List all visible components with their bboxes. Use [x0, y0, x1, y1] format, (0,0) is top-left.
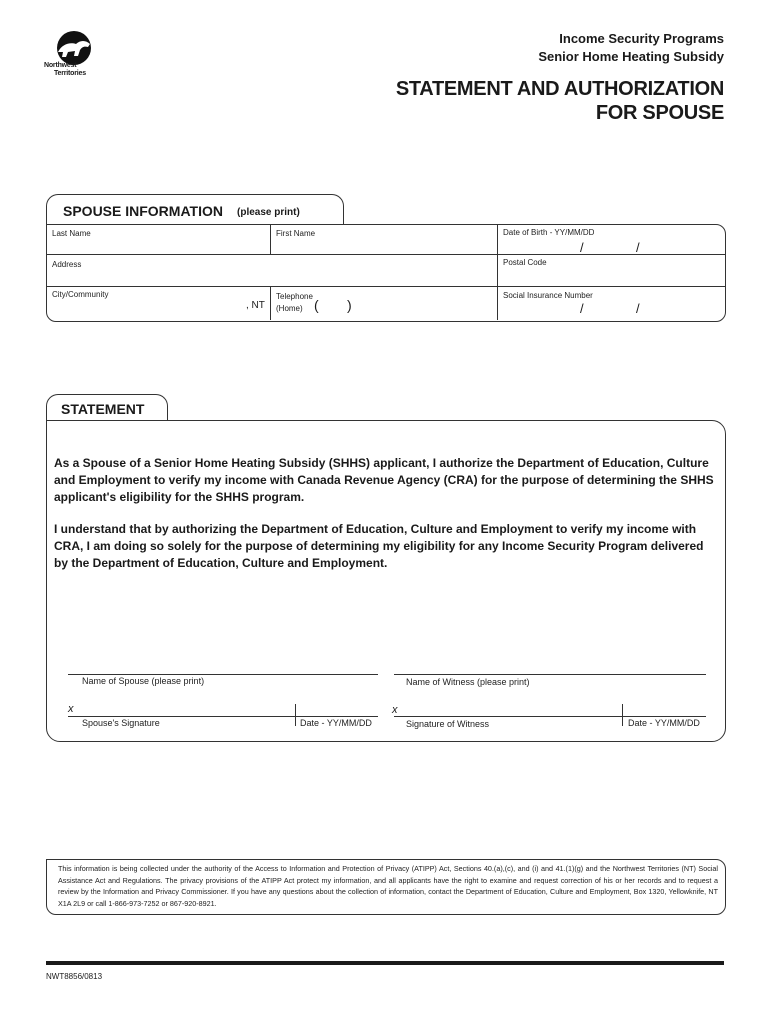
spouse-signature-label: Spouse's Signature [82, 718, 160, 728]
area-code-close: ) [347, 297, 352, 313]
spouse-name-label: Name of Spouse (please print) [82, 676, 205, 686]
divider [46, 286, 726, 287]
spouse-info-grid [46, 224, 726, 322]
polar-bear-logo-icon [44, 30, 104, 66]
witness-name-label: Name of Witness (please print) [406, 677, 530, 687]
spouse-name-line[interactable] [68, 674, 378, 675]
form-title [396, 77, 724, 125]
divider [295, 704, 296, 726]
divider [46, 254, 726, 255]
subprogram-name: Senior Home Heating Subsidy [538, 49, 724, 64]
spouse-date-label: Date - YY/MM/DD [300, 718, 372, 728]
postal-code-field[interactable]: Postal Code [503, 258, 547, 267]
city-field[interactable]: City/Community [52, 290, 109, 299]
form-title-line1: STATEMENT AND AUTHORIZATION [395, 78, 724, 100]
last-name-field[interactable]: Last Name [52, 229, 91, 238]
witness-signature-label: Signature of Witness [406, 719, 490, 729]
logo-text-line2: Territories [54, 70, 86, 77]
program-header [538, 30, 724, 66]
divider [46, 961, 724, 965]
dob-separator: / [580, 240, 584, 255]
spouse-info-tab [46, 194, 344, 225]
telephone-field[interactable]: Telephone [276, 292, 313, 301]
witness-signature-line[interactable] [394, 716, 706, 717]
spouse-info-title: SPOUSE INFORMATION [63, 203, 223, 219]
witness-signature-mark: x [392, 704, 398, 716]
statement-paragraph-1: As a Spouse of a Senior Home Heating Subsidy (SHHS) applicant, I authorize the Department of Education, Culture and Employment to verify my income with Canada Revenue Agency (CRA) for the purpose of determining the SHHS applicant's eligibility for the SHHS program. [54, 456, 714, 504]
privacy-notice-text: This information is being collected under the authority of the Access to Information and Protection of Privacy (ATIPP) Act, Sections 40.(a),(c), and (i) and 41.(1)(g) and the Northwest Territories (NT) Social Assistance Act and Regulations. The privacy provisions of the ATIPP Act protect my information, and all applicants have the right to examine and request correction of his or her records and to request a review by the Information and Privacy Commissioner. If you have any questions about the collection of information, contact the Department of Education, Culture and Employment, Box 1320, Yellowknife, NT X1A 2L9 or call 1-866-973-7252 or 867-920-8921. [58, 864, 718, 908]
address-field[interactable]: Address [52, 260, 82, 269]
spouse-signature-mark: x [68, 703, 74, 715]
statement-paragraph-2: I understand that by authorizing the Department of Education, Culture and Employment to verify my income with CRA, I am doing so solely for the purpose of determining my eligibility for any Income Security Program delivered by the Department of Education, Culture and Employment. [54, 522, 704, 570]
sin-field[interactable]: Social Insurance Number [503, 291, 593, 300]
date-of-birth-field[interactable]: Date of Birth - YY/MM/DD [503, 228, 595, 237]
form-title-line2: FOR SPOUSE [595, 102, 724, 124]
dob-separator: / [636, 240, 640, 255]
statement-title: STATEMENT [61, 401, 145, 417]
logo-text [44, 62, 86, 78]
program-name: Income Security Programs [559, 31, 724, 46]
spouse-info-subtitle: (please print) [237, 207, 300, 218]
telephone-home-label: (Home) [276, 304, 303, 313]
sin-separator: / [636, 301, 640, 316]
divider [622, 704, 623, 726]
area-code-open: ( [314, 297, 319, 313]
spouse-signature-line[interactable] [68, 716, 378, 717]
sin-separator: / [580, 301, 584, 316]
divider [270, 224, 271, 254]
witness-date-label: Date - YY/MM/DD [628, 718, 700, 728]
nt-suffix: , NT [246, 300, 265, 311]
statement-tab [46, 394, 168, 421]
first-name-field[interactable]: First Name [276, 229, 316, 238]
form-code: NWT8856/0813 [46, 972, 103, 981]
logo-text-line1: Northwest [44, 62, 77, 69]
witness-name-line[interactable] [394, 674, 706, 675]
divider [270, 286, 271, 320]
divider [497, 224, 498, 320]
